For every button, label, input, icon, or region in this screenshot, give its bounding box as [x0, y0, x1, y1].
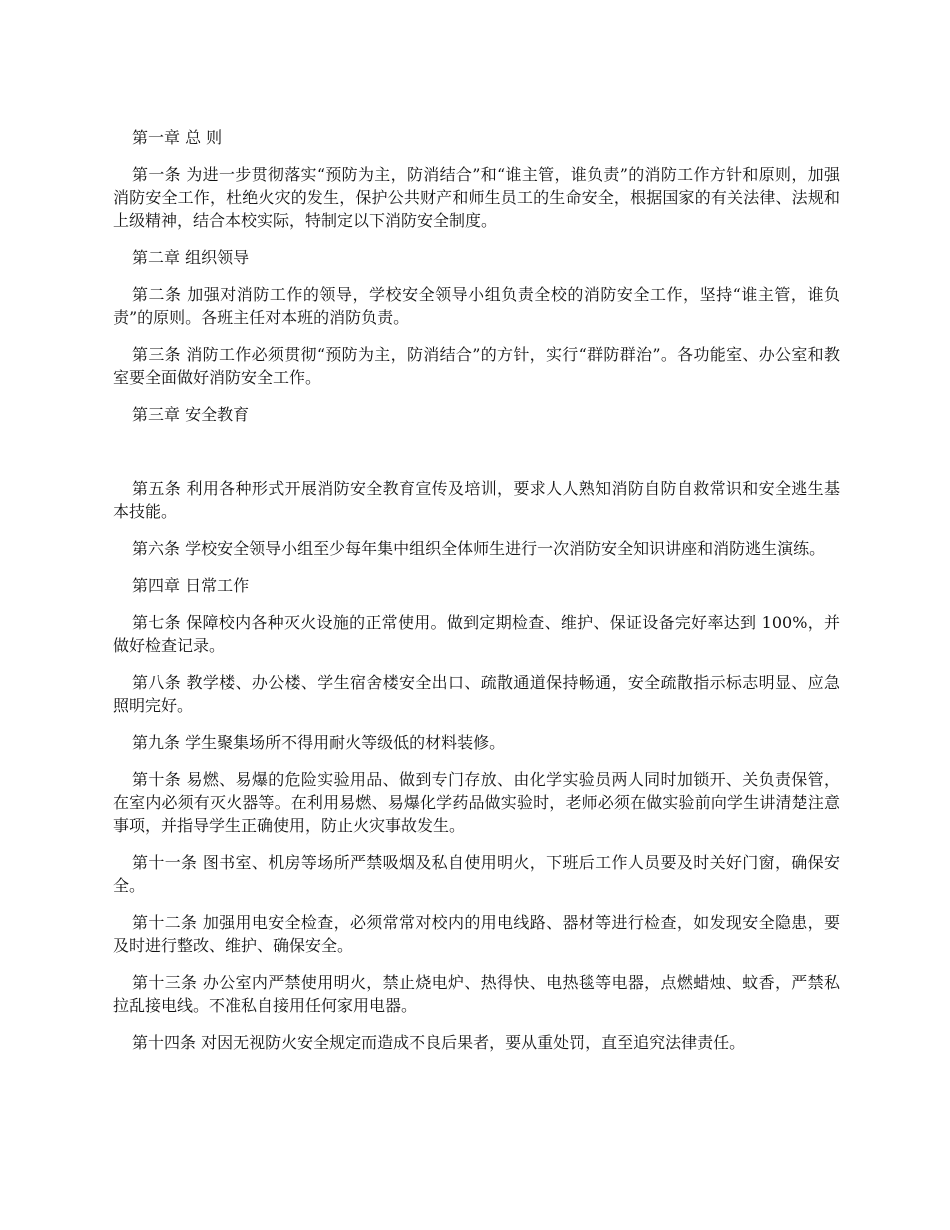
article-5: 第五条 利用各种形式开展消防安全教育宣传及培训，要求人人熟知消防自防自救常识和安全逃生基本技能。 [113, 479, 840, 521]
article-8: 第八条 教学楼、办公楼、学生宿舍楼安全出口、疏散通道保持畅通，安全疏散指示标志明显、应急照明完好。 [113, 673, 840, 715]
chapter-heading-3: 第三章 安全教育 [132, 405, 250, 424]
article-2: 第二条 加强对消防工作的领导，学校安全领导小组负责全校的消防安全工作，坚持“谁主管，谁负责”的原则。各班主任对本班的消防负责。 [113, 285, 840, 327]
article-9: 第九条 学生聚集场所不得用耐火等级低的材料装修。 [132, 733, 506, 752]
article-10: 第十条 易燃、易爆的危险实验用品、做到专门存放、由化学实验员两人同时加锁开、关负责保管，在室内必须有灭火器等。在利用易燃、易爆化学药品做实验时，老师必须在做实验前向学生讲清楚注意事项，并指导学生正确使用，防止火灾事故发生。 [113, 770, 840, 835]
article-3: 第三条 消防工作必须贯彻“预防为主，防消结合”的方针，实行“群防群治”。各功能室、办公室和教室要全面做好消防安全工作。 [113, 345, 840, 387]
article-7: 第七条 保障校内各种灭火设施的正常使用。做到定期检查、维护、保证设备完好率达到 100%，并做好检查记录。 [113, 613, 840, 655]
document-page [113, 126, 840, 1068]
article-13: 第十三条 办公室内严禁使用明火，禁止烧电炉、热得快、电热毯等电器，点燃蜡烛、蚊香，严禁私拉乱接电线。不准私自接用任何家用电器。 [113, 973, 840, 1015]
article-11: 第十一条 图书室、机房等场所严禁吸烟及私自使用明火，下班后工作人员要及时关好门窗，确保安全。 [113, 853, 840, 895]
chapter-heading-1: 第一章 总 则 [132, 128, 223, 147]
article-1: 第一条 为进一步贯彻落实“预防为主，防消结合”和“谁主管，谁负责”的消防工作方针和原则，加强消防安全工作，杜绝火灾的发生，保护公共财产和师生员工的生命安全，根据国家的有关法律、法规和上级精神，结合本校实际，特制定以下消防安全制度。 [113, 165, 840, 230]
article-6: 第六条 学校安全领导小组至少每年集中组织全体师生进行一次消防安全知识讲座和消防逃生演练。 [132, 539, 826, 558]
chapter-heading-2: 第二章 组织领导 [132, 248, 250, 267]
article-14: 第十四条 对因无视防火安全规定而造成不良后果者，要从重处罚，直至追究法律责任。 [132, 1033, 746, 1052]
blank-gap [113, 440, 840, 477]
article-12: 第十二条 加强用电安全检查，必须常常对校内的用电线路、器材等进行检查，如发现安全隐患，要及时进行整改、维护、确保安全。 [113, 913, 840, 955]
chapter-heading-4: 第四章 日常工作 [132, 576, 250, 595]
